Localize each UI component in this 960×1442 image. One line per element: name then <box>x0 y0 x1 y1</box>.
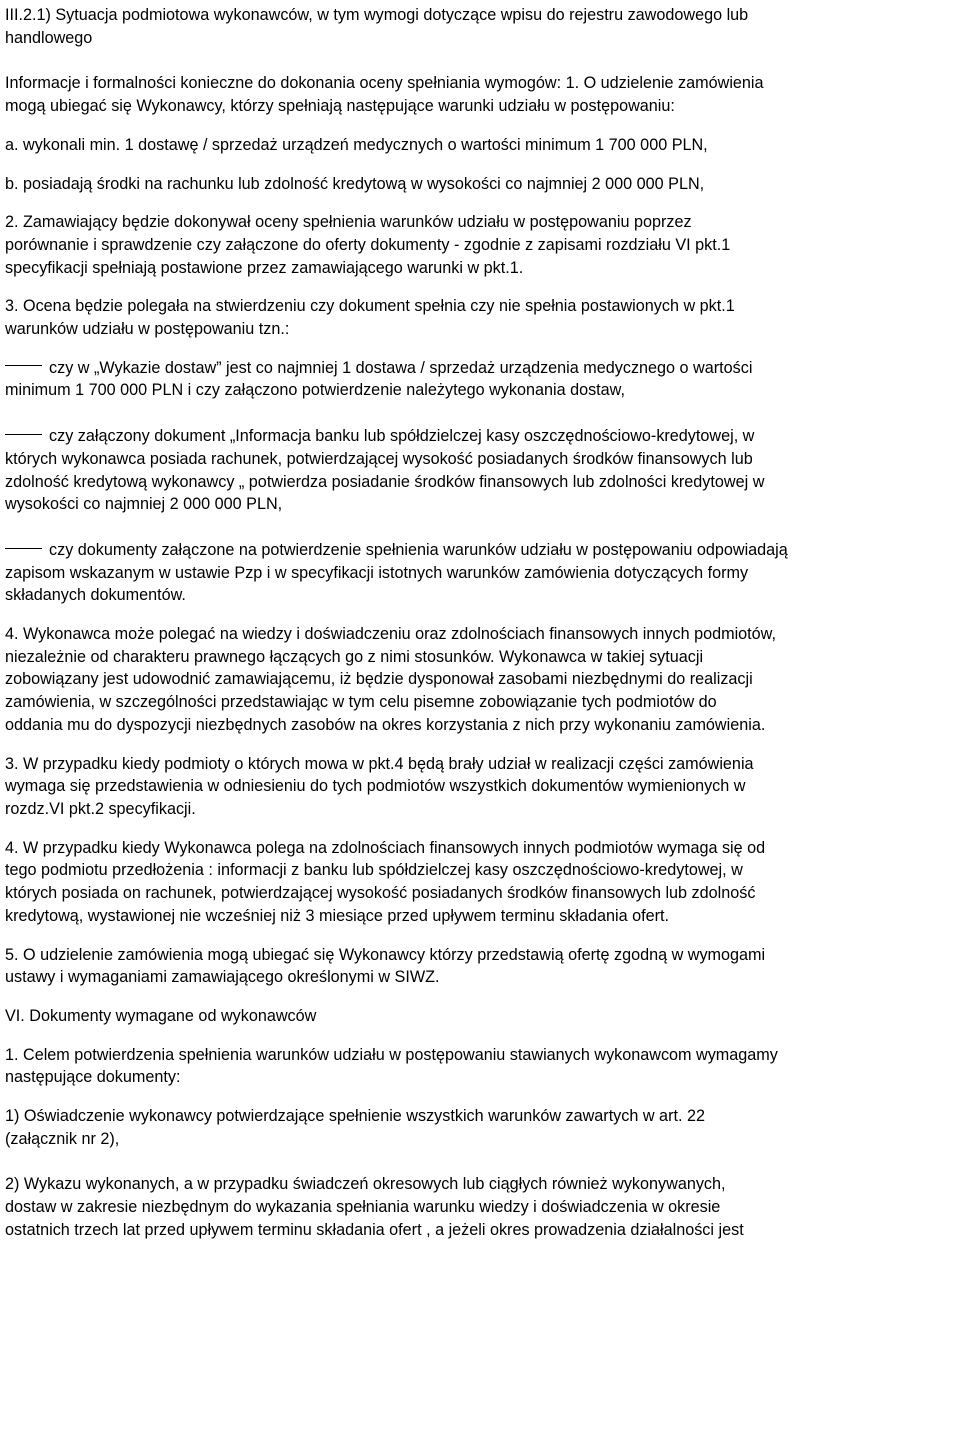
text-line: III.2.1) Sytuacja podmiotowa wykonawców, w tym wymogi dotyczące wpisu do rejestru zawodowego lub <box>5 6 749 24</box>
text-line: 1. Celem potwierdzenia spełnienia warunków udziału w postępowaniu stawianych wykonawcom wymagamy <box>5 1045 778 1064</box>
text-line <box>5 357 955 380</box>
paragraph-spacer <box>5 821 955 837</box>
text-line: których posiada on rachunek, potwierdzającej wysokość posiadanych środków finansowych lub zdolność <box>5 884 756 903</box>
text-line: a. wykonali min. 1 dostawę / sprzedaż urządzeń medycznych o wartości minimum 1 700 000 PLN, <box>5 135 708 154</box>
text-line-content: czy w „Wykazie dostaw” jest co najmniej 1 dostawa / sprzedaż urządzenia medycznego o wartości <box>49 358 753 377</box>
paragraph-sec-title <box>5 4 955 49</box>
text-line: ostatnich trzech lat przed upływem terminu składania ofert , a jeżeli okres prowadzenia działalności jest <box>5 1220 744 1239</box>
paragraph-spacer <box>5 195 955 211</box>
text-line: mogą ubiegać się Wykonawcy, którzy spełniają następujące warunki udziału w postępowaniu: <box>5 97 675 116</box>
paragraph-vi-1 <box>5 1044 955 1089</box>
em-dash-bullet <box>5 434 42 436</box>
text-line: 3. Ocena będzie polegała na stwierdzeniu czy dokument spełnia czy nie spełnia postawionych w pkt.1 <box>5 297 735 316</box>
paragraph-spacer <box>5 1150 955 1173</box>
paragraph-spacer <box>5 1028 955 1044</box>
text-line: zapisom wskazanym w ustawie Pzp i w specyfikacji istotnych warunków zamówienia dotyczących formy <box>5 563 749 582</box>
text-line <box>5 425 955 448</box>
text-line: warunków udziału w postępowaniu tzn.: <box>5 320 290 339</box>
paragraph-info <box>5 72 955 117</box>
text-line: rozdz.VI pkt.2 specyfikacji. <box>5 799 196 818</box>
paragraph-vi-1-2 <box>5 1173 955 1241</box>
text-line: handlowego <box>5 28 93 47</box>
text-line: składanych dokumentów. <box>5 586 186 605</box>
text-line: (załącznik nr 2), <box>5 1129 120 1148</box>
paragraph-vi-1-1 <box>5 1105 955 1150</box>
em-dash-bullet <box>5 365 42 367</box>
paragraph-p4b <box>5 837 955 928</box>
paragraph-spacer <box>5 516 955 539</box>
text-line: wymaga się przedstawienia w odniesieniu do tych podmiotów wszystkich dokumentów wymienionych w <box>5 777 746 796</box>
paragraph-cond-a <box>5 134 955 157</box>
text-line: 3. W przypadku kiedy podmioty o których mowa w pkt.4 będą brały udział w realizacji części zamówienia <box>5 754 754 773</box>
text-line: zamówienia, w szczególności przedstawiając w tym celu pisemne zobowiązanie tych podmiotów do <box>5 693 717 712</box>
paragraph-cond-b <box>5 173 955 196</box>
text-line: zobowiązany jest udowodnić zamawiającemu, iż będzie dysponował zasobami niezbędnymi do realizacji <box>5 670 753 689</box>
text-line: 1) Oświadczenie wykonawcy potwierdzające spełnienie wszystkich warunków zawartych w art. 22 <box>5 1107 705 1126</box>
paragraph-spacer <box>5 279 955 295</box>
text-line: 5. O udzielenie zamówienia mogą ubiegać się Wykonawcy którzy przedstawią ofertę zgodną w wymogami <box>5 945 766 964</box>
paragraph-spacer <box>5 928 955 944</box>
paragraph-dash3 <box>5 539 955 607</box>
text-line: tego podmiotu przedłożenia : informacji z banku lub spółdzielczej kasy oszczędnościowo-kredytowej, w <box>5 861 743 880</box>
paragraph-spacer <box>5 607 955 623</box>
paragraph-p3b <box>5 753 955 821</box>
text-line: kredytową, wystawionej nie wcześniej niż 3 miesiące przed upływem terminu składania ofert. <box>5 906 669 925</box>
text-line: zdolność kredytową wykonawcy „ potwierdza posiadanie środków finansowych lub zdolności kredytowej w <box>5 472 765 491</box>
paragraph-spacer <box>5 402 955 425</box>
paragraph-dash1 <box>5 357 955 402</box>
paragraph-spacer <box>5 118 955 134</box>
text-line: dostaw w zakresie niezbędnym do wykazania spełniania warunku wiedzy i doświadczenia w okresie <box>5 1198 721 1217</box>
paragraph-dash2 <box>5 425 955 516</box>
text-line: porównanie i sprawdzenie czy załączone do oferty dokumenty - zgodnie z zapisami rozdziału VI pkt.1 <box>5 235 731 254</box>
text-line: b. posiadają środki na rachunku lub zdolność kredytową w wysokości co najmniej 2 000 000 PLN, <box>5 174 705 193</box>
text-line: specyfikacji spełniają postawione przez zamawiającego warunki w pkt.1. <box>5 258 524 277</box>
text-line: których wykonawca posiada rachunek, potwierdzającej wysokość posiadanych środków finansowych lub <box>5 449 753 468</box>
paragraph-spacer <box>5 341 955 357</box>
paragraph-p4a <box>5 623 955 737</box>
text-line: 4. W przypadku kiedy Wykonawca polega na zdolnościach finansowych innych podmiotów wymaga się od <box>5 838 766 857</box>
text-line: minimum 1 700 000 PLN i czy załączono potwierdzenie należytego wykonania dostaw, <box>5 381 625 400</box>
text-line: wysokości co najmniej 2 000 000 PLN, <box>5 495 283 514</box>
paragraph-spacer <box>5 737 955 753</box>
paragraph-sec-vi <box>5 1005 955 1028</box>
paragraph-p2 <box>5 211 955 279</box>
text-line-content: czy załączony dokument „Informacja banku lub spółdzielczej kasy oszczędnościowo-kredytowej, w <box>49 427 755 446</box>
text-line: następujące dokumenty: <box>5 1068 181 1087</box>
paragraph-spacer <box>5 989 955 1005</box>
paragraph-spacer <box>5 157 955 173</box>
text-line: Informacje i formalności konieczne do dokonania oceny spełniania wymogów: 1. O udzielenie zamówienia <box>5 74 764 93</box>
text-line: 4. Wykonawca może polegać na wiedzy i doświadczeniu oraz zdolnościach finansowych innych podmiotów, <box>5 625 776 644</box>
text-line: ustawy i wymaganiami zamawiającego określonymi w SIWZ. <box>5 968 440 987</box>
text-line-content: czy dokumenty załączone na potwierdzenie spełnienia warunków udziału w postępowaniu odpowiadają <box>49 540 788 559</box>
paragraph-p3 <box>5 295 955 340</box>
document-body <box>5 4 955 1242</box>
paragraph-spacer <box>5 1089 955 1105</box>
paragraph-spacer <box>5 49 955 72</box>
text-line: VI. Dokumenty wymagane od wykonawców <box>5 1006 317 1025</box>
em-dash-bullet <box>5 548 42 550</box>
text-line: 2. Zamawiający będzie dokonywał oceny spełnienia warunków udziału w postępowaniu poprzez <box>5 213 692 232</box>
text-line <box>5 539 955 562</box>
text-line: niezależnie od charakteru prawnego łączących go z nimi stosunków. Wykonawca w takiej sytuacji <box>5 647 704 666</box>
text-line: 2) Wykazu wykonanych, a w przypadku świadczeń okresowych lub ciągłych również wykonywanych, <box>5 1175 726 1194</box>
paragraph-p5 <box>5 944 955 989</box>
text-line: oddania mu do dyspozycji niezbędnych zasobów na okres korzystania z nich przy wykonaniu zamówienia. <box>5 715 766 734</box>
